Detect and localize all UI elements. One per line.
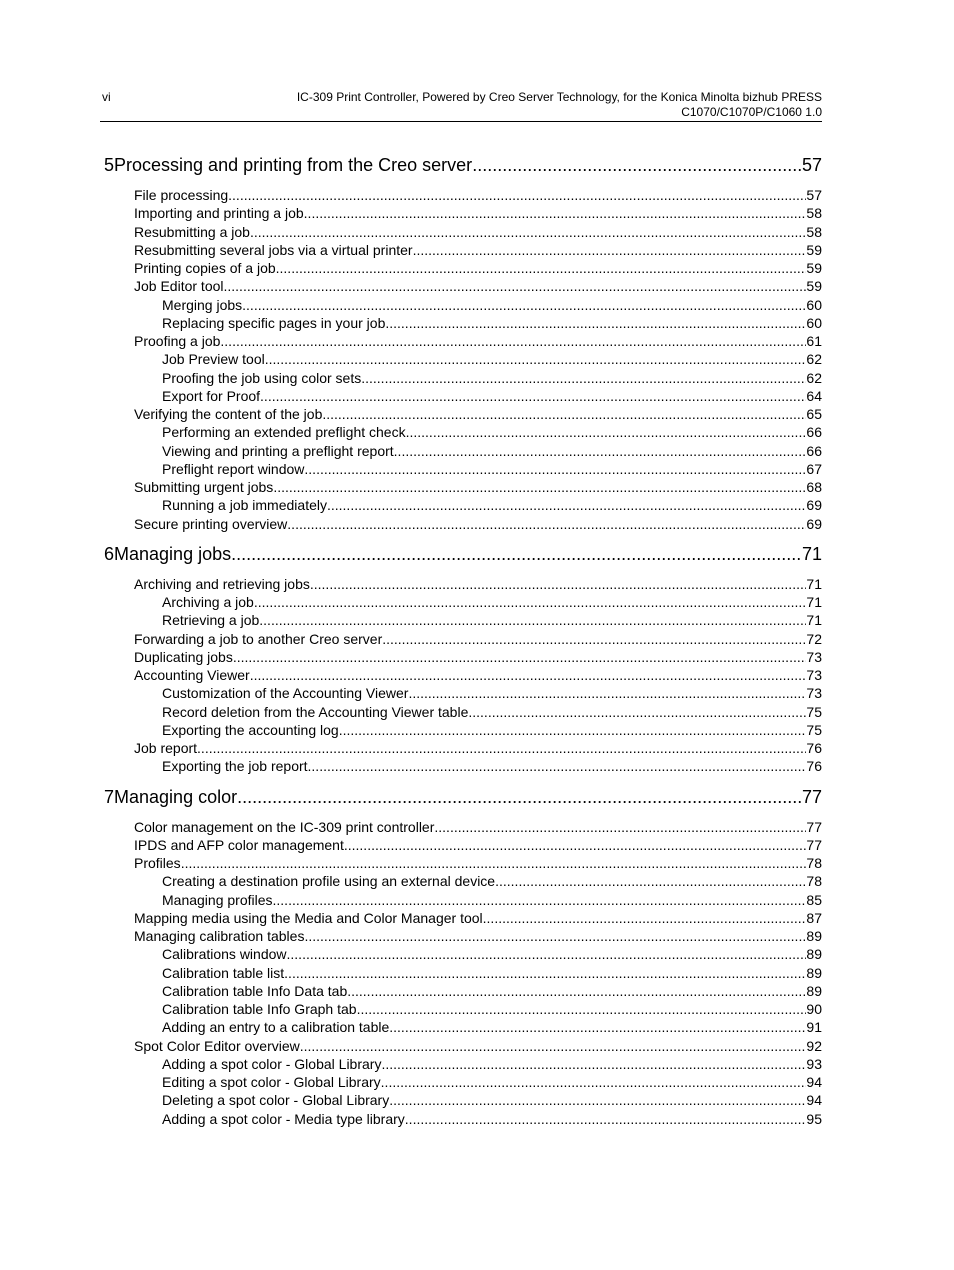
dot-leader <box>405 1111 807 1127</box>
toc-entry-title: Job Editor tool <box>134 278 224 295</box>
toc-entry[interactable] <box>100 758 822 776</box>
dot-leader <box>385 315 806 331</box>
toc-entry-title: Exporting the job report <box>162 758 308 775</box>
toc-entry-title: Record deletion from the Accounting Viewer table <box>162 703 469 720</box>
dot-leader <box>406 424 807 440</box>
toc-entry-page-number: 67 <box>806 460 822 477</box>
toc-entry[interactable] <box>100 667 822 685</box>
toc-entry-title: File processing <box>134 187 229 203</box>
toc-entry[interactable] <box>100 260 822 278</box>
toc-entry-title: Managing profiles <box>162 891 273 908</box>
table-of-contents <box>100 155 822 1129</box>
toc-entry-page-number: 60 <box>806 314 822 331</box>
dot-leader <box>394 443 807 459</box>
chapter-spacer <box>100 534 822 544</box>
toc-entry[interactable] <box>100 1019 822 1037</box>
toc-entry-title: Retrieving a job <box>162 612 260 629</box>
dot-leader <box>339 722 807 738</box>
toc-entry-page-number: 92 <box>806 1037 822 1054</box>
chapter-page-number: 57 <box>801 155 822 175</box>
toc-entry[interactable] <box>100 443 822 461</box>
toc-entry-page-number: 59 <box>806 241 822 258</box>
toc-entry-title: Color management on the IC-309 print controller <box>134 818 435 835</box>
toc-entry[interactable] <box>100 370 822 388</box>
toc-entry-title: Importing and printing a job <box>134 205 304 222</box>
chapter-page-number: 71 <box>801 543 822 564</box>
dot-leader <box>344 837 807 853</box>
chapter-title: Managing color <box>114 786 238 807</box>
toc-entry-title: Adding a spot color - Media type library <box>162 1110 405 1127</box>
toc-entry[interactable] <box>100 928 822 946</box>
dot-leader <box>389 1092 806 1108</box>
toc-entry-page-number: 85 <box>806 891 822 908</box>
toc-entry-title: Archiving a job <box>162 594 254 610</box>
dot-leader <box>260 388 806 404</box>
dot-leader <box>250 667 807 683</box>
toc-entry-page-number: 58 <box>806 205 822 222</box>
dot-leader <box>495 873 806 889</box>
toc-entry[interactable] <box>100 205 822 223</box>
toc-entry-page-number: 75 <box>806 703 822 720</box>
toc-entry-page-number: 94 <box>806 1092 822 1109</box>
toc-entry-page-number: 73 <box>806 667 822 683</box>
toc-entry-page-number: 87 <box>806 909 822 926</box>
toc-chapter-heading[interactable] <box>100 787 822 815</box>
toc-entry-title: Calibrations window <box>162 946 287 963</box>
chapter-page-number: 77 <box>801 786 822 807</box>
toc-entry-title: IPDS and AFP color management <box>134 836 344 853</box>
toc-entry-page-number: 91 <box>806 1019 822 1036</box>
toc-entry-title: Creating a destination profile using an external device <box>162 873 496 890</box>
toc-entry-title: Running a job immediately <box>162 497 327 514</box>
dot-leader <box>434 819 806 835</box>
toc-entry[interactable] <box>100 297 822 315</box>
toc-entry-title: Calibration table Info Data tab <box>162 982 348 999</box>
toc-entry-page-number: 64 <box>806 387 822 404</box>
page-number: vi <box>102 90 111 104</box>
toc-entry-page-number: 71 <box>806 575 822 592</box>
toc-entry-title: Job Preview tool <box>162 351 265 368</box>
toc-chapter-5 <box>100 155 822 534</box>
page-header <box>100 88 822 122</box>
toc-entry[interactable] <box>100 837 822 855</box>
dot-leader <box>361 370 806 386</box>
toc-entry-page-number: 78 <box>806 855 822 871</box>
dot-leader <box>242 297 806 313</box>
toc-entry-title: Export for Proof <box>162 387 261 404</box>
toc-entry[interactable] <box>100 855 822 873</box>
toc-entry[interactable] <box>100 965 822 983</box>
toc-entry[interactable] <box>100 983 822 1001</box>
toc-entry-title: Adding a spot color - Global Library <box>162 1055 382 1072</box>
toc-entry-title: Merging jobs <box>162 296 243 313</box>
toc-entry-page-number: 69 <box>806 497 822 514</box>
toc-entry-title: Mapping media using the Media and Color Manager tool <box>134 909 483 926</box>
toc-entry-page-number: 78 <box>806 873 822 890</box>
dot-leader <box>381 1056 806 1072</box>
chapter-spacer <box>100 777 822 787</box>
toc-entry-title: Adding an entry to a calibration table <box>162 1019 390 1036</box>
toc-entry-title: Duplicating jobs <box>134 648 233 665</box>
dot-leader <box>357 1001 807 1017</box>
toc-entry-page-number: 57 <box>806 187 822 203</box>
toc-entry-page-number: 62 <box>806 369 822 386</box>
toc-entry-page-number: 89 <box>806 982 822 999</box>
dot-leader <box>265 351 807 367</box>
toc-entry[interactable] <box>100 819 822 837</box>
dot-leader <box>382 631 806 647</box>
toc-entry[interactable] <box>100 1111 822 1129</box>
toc-entry-page-number: 77 <box>806 818 822 835</box>
toc-entry-title: Customization of the Accounting Viewer <box>162 685 409 702</box>
toc-entry[interactable] <box>100 873 822 891</box>
toc-entry-page-number: 72 <box>806 630 822 647</box>
toc-entry[interactable] <box>100 1074 822 1092</box>
toc-chapter-heading[interactable] <box>100 155 822 183</box>
toc-entry-page-number: 75 <box>806 721 822 738</box>
toc-entry-title: Viewing and printing a preflight report <box>162 442 394 459</box>
toc-entry-title: Job report <box>134 740 198 756</box>
dot-leader <box>254 594 807 610</box>
toc-entry[interactable] <box>100 631 822 649</box>
toc-entry-title: Forwarding a job to another Creo server <box>134 630 383 647</box>
dot-leader <box>413 242 807 258</box>
toc-entry-page-number: 73 <box>806 685 822 702</box>
toc-entry[interactable] <box>100 278 822 296</box>
toc-entry-title: Verifying the content of the job <box>134 406 323 422</box>
dot-leader <box>276 260 807 276</box>
toc-entry[interactable] <box>100 576 822 594</box>
dot-leader <box>304 205 807 221</box>
toc-entry-title: Accounting Viewer <box>134 667 250 683</box>
dot-leader <box>273 479 806 495</box>
toc-entry-page-number: 71 <box>806 612 822 629</box>
dot-leader <box>389 1019 806 1035</box>
dot-leader <box>259 612 806 628</box>
toc-entry-title: Calibration table Info Graph tab <box>162 1001 357 1017</box>
toc-entry-page-number: 77 <box>806 836 822 853</box>
chapter-number: 5 <box>104 155 115 175</box>
toc-entry-page-number: 69 <box>806 515 822 532</box>
toc-entry-page-number: 71 <box>806 594 822 610</box>
document-title-line-1: IC-309 Print Controller, Powered by Creo Server Technology, for the Konica Minolta bizhub PRESS <box>296 90 822 104</box>
dot-leader <box>181 855 807 871</box>
toc-entry-title: Performing an extended preflight check <box>162 424 406 441</box>
dot-leader <box>408 685 806 701</box>
toc-entry-page-number: 89 <box>806 946 822 963</box>
toc-entry[interactable] <box>100 685 822 703</box>
toc-entry-title: Secure printing overview <box>134 515 288 532</box>
dot-leader <box>224 278 807 294</box>
dot-leader <box>287 516 806 532</box>
dot-leader <box>327 497 806 513</box>
dot-leader <box>250 224 806 240</box>
dot-leader <box>228 187 806 203</box>
toc-entry-page-number: 66 <box>806 424 822 441</box>
dot-leader <box>468 704 806 720</box>
toc-entry[interactable] <box>100 187 822 205</box>
toc-entry[interactable] <box>100 497 822 515</box>
dot-leader <box>304 928 806 944</box>
toc-entry-title: Managing calibration tables <box>134 928 305 944</box>
toc-entry-title: Calibration table list <box>162 964 285 981</box>
toc-entry-page-number: 65 <box>806 406 822 422</box>
toc-entry-title: Preflight report window <box>162 460 305 477</box>
toc-entry-page-number: 73 <box>806 648 822 665</box>
dot-leader <box>483 910 807 926</box>
toc-entry[interactable] <box>100 516 822 534</box>
toc-entry-page-number: 59 <box>806 260 822 276</box>
toc-chapter-6 <box>100 544 822 777</box>
toc-entry[interactable] <box>100 315 822 333</box>
chapter-number: 6 <box>104 543 115 564</box>
toc-entry[interactable] <box>100 704 822 722</box>
toc-chapter-heading[interactable] <box>100 544 822 572</box>
toc-entry[interactable] <box>100 461 822 479</box>
dot-leader <box>237 787 802 808</box>
dot-leader <box>472 155 802 176</box>
toc-entry-title: Printing copies of a job <box>134 260 276 276</box>
toc-entry-page-number: 58 <box>806 223 822 240</box>
dot-leader <box>310 576 807 592</box>
toc-entry-title: Replacing specific pages in your job <box>162 314 386 331</box>
toc-entry[interactable] <box>100 740 822 758</box>
toc-entry[interactable] <box>100 333 822 351</box>
dot-leader <box>233 649 807 665</box>
toc-entry[interactable] <box>100 1092 822 1110</box>
toc-entry-page-number: 89 <box>806 928 822 944</box>
toc-entry-title: Profiles <box>134 855 181 871</box>
toc-entry[interactable] <box>100 388 822 406</box>
toc-entry[interactable] <box>100 892 822 910</box>
toc-entry[interactable] <box>100 649 822 667</box>
chapter-title: Processing and printing from the Creo server <box>114 155 473 175</box>
toc-entry-title: Exporting the accounting log <box>162 721 339 738</box>
toc-entry[interactable] <box>100 946 822 964</box>
toc-entry-title: Proofing the job using color sets <box>162 369 362 386</box>
toc-chapter-7 <box>100 787 822 1129</box>
toc-entry-title: Editing a spot color - Global Library <box>162 1074 381 1090</box>
dot-leader <box>287 946 807 962</box>
toc-entry-title: Spot Color Editor overview <box>134 1037 300 1054</box>
toc-entry[interactable] <box>100 242 822 260</box>
dot-leader <box>300 1038 807 1054</box>
toc-entry[interactable] <box>100 594 822 612</box>
toc-entry-title: Resubmitting a job <box>134 223 250 240</box>
dot-leader <box>308 758 807 774</box>
toc-entry[interactable] <box>100 1038 822 1056</box>
toc-entry-page-number: 62 <box>806 351 822 368</box>
toc-entry-page-number: 89 <box>806 964 822 981</box>
dot-leader <box>304 461 806 477</box>
toc-entry-page-number: 76 <box>806 740 822 756</box>
toc-entry[interactable] <box>100 910 822 928</box>
toc-entry[interactable] <box>100 1056 822 1074</box>
dot-leader <box>347 983 806 999</box>
toc-entry-page-number: 94 <box>806 1074 822 1090</box>
dot-leader <box>231 544 802 565</box>
dot-leader <box>322 406 806 422</box>
toc-entry-title: Resubmitting several jobs via a virtual printer <box>134 241 413 258</box>
dot-leader <box>197 740 806 756</box>
toc-entry[interactable] <box>100 1001 822 1019</box>
document-title-line-2: C1070/C1070P/C1060 1.0 <box>681 105 822 119</box>
toc-entry-title: Proofing a job <box>134 333 221 349</box>
toc-entry[interactable] <box>100 612 822 630</box>
toc-entry[interactable] <box>100 722 822 740</box>
toc-entry-page-number: 61 <box>806 333 822 349</box>
toc-entry[interactable] <box>100 224 822 242</box>
toc-entry[interactable] <box>100 479 822 497</box>
toc-entry-title: Deleting a spot color - Global Library <box>162 1092 390 1109</box>
toc-entry-page-number: 66 <box>806 442 822 459</box>
dot-leader <box>220 333 806 349</box>
toc-entry[interactable] <box>100 424 822 442</box>
toc-entry-page-number: 60 <box>806 296 822 313</box>
toc-entry-page-number: 90 <box>806 1001 822 1017</box>
toc-entry-page-number: 59 <box>806 278 822 295</box>
toc-entry-page-number: 95 <box>806 1110 822 1127</box>
chapter-title: Managing jobs <box>114 543 232 564</box>
toc-entry[interactable] <box>100 406 822 424</box>
document-title <box>182 90 822 120</box>
toc-entry-page-number: 68 <box>806 479 822 495</box>
dot-leader <box>273 892 807 908</box>
toc-entry-title: Archiving and retrieving jobs <box>134 575 310 592</box>
toc-entry-title: Submitting urgent jobs <box>134 479 274 495</box>
toc-entry-page-number: 93 <box>806 1055 822 1072</box>
toc-entry-page-number: 76 <box>806 758 822 775</box>
chapter-number: 7 <box>104 786 115 807</box>
dot-leader <box>381 1074 807 1090</box>
dot-leader <box>284 965 806 981</box>
toc-entry[interactable] <box>100 351 822 369</box>
